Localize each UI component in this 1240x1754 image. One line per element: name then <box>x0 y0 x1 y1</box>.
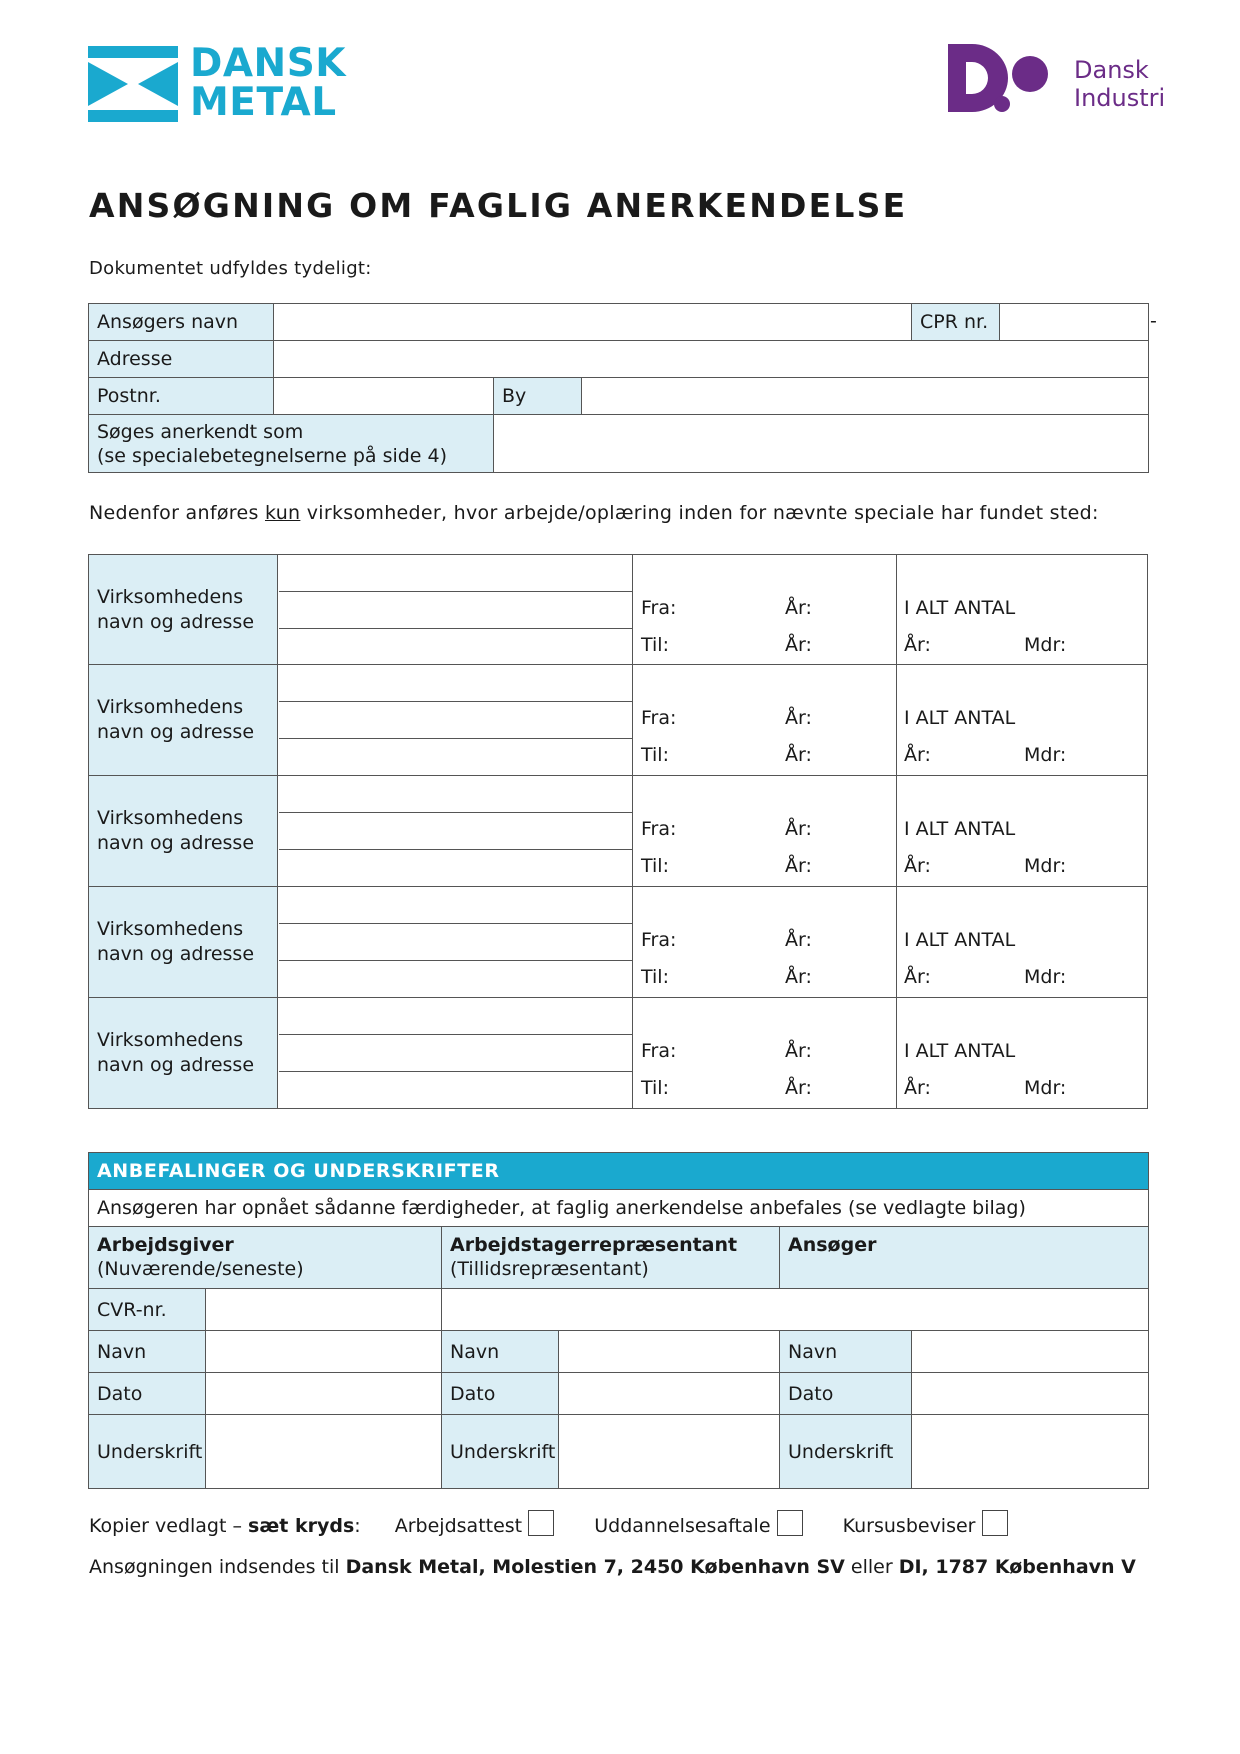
company-line-field[interactable] <box>279 924 632 961</box>
option-arbejdsattest-label: Arbejdsattest <box>394 1515 523 1537</box>
company-label-line-2: navn og adresse <box>97 832 255 854</box>
from-label: Fra: <box>641 1040 677 1062</box>
employer-name-field[interactable] <box>206 1331 442 1373</box>
total-label: I ALT ANTAL <box>904 597 1016 619</box>
company-line-field[interactable] <box>279 1035 632 1072</box>
total-months-label: Mdr: <box>1024 744 1067 766</box>
copies-prefix: Kopier vedlagt – <box>89 1515 249 1537</box>
company-label-line-1: Virksomhedens <box>97 918 244 940</box>
company-label-line-1: Virksomhedens <box>97 1029 244 1051</box>
companies-intro-after: virksomheder, hvor arbejde/oplæring inden for nævnte speciale har fundet sted: <box>300 502 1099 524</box>
to-label: Til: <box>641 634 669 656</box>
company-block <box>88 776 1148 887</box>
dansk-metal-logo <box>88 41 356 125</box>
instruction-text: Dokumentet udfyldes tydeligt: <box>89 258 372 279</box>
employer-signature-label: Underskrift <box>89 1415 206 1489</box>
total-label: I ALT ANTAL <box>904 818 1016 840</box>
company-block <box>88 998 1148 1109</box>
company-label-line-2: navn og adresse <box>97 611 255 633</box>
company-total[interactable] <box>897 887 1147 997</box>
address-field[interactable] <box>274 341 1149 378</box>
company-label-line-2: navn og adresse <box>97 1054 255 1076</box>
dansk-industri-logo-line-2: Industri <box>1074 84 1166 112</box>
company-period[interactable] <box>633 998 897 1108</box>
company-label <box>89 555 278 664</box>
total-year-label: År: <box>904 966 931 988</box>
company-period[interactable] <box>633 887 897 997</box>
total-label: I ALT ANTAL <box>904 1040 1016 1062</box>
company-label <box>89 776 278 886</box>
applicant-sign-name-label: Navn <box>780 1331 912 1373</box>
company-label-line-2: navn og adresse <box>97 721 255 743</box>
company-line-field[interactable] <box>279 702 632 739</box>
employer-date-label: Dato <box>89 1373 206 1415</box>
total-label: I ALT ANTAL <box>904 929 1016 951</box>
to-label: Til: <box>641 855 669 877</box>
dansk-industri-logo-icon <box>946 44 1058 114</box>
option-arbejdsattest-checkbox[interactable] <box>528 1510 554 1536</box>
company-line-field[interactable] <box>279 776 632 813</box>
company-total[interactable] <box>897 776 1147 886</box>
company-line-field[interactable] <box>279 629 632 665</box>
company-label-line-1: Virksomhedens <box>97 807 244 829</box>
postcode-label: Postnr. <box>89 378 274 415</box>
dansk-industri-logo <box>946 44 1166 118</box>
total-months-label: Mdr: <box>1024 1077 1067 1099</box>
company-name-address-fields <box>279 776 633 886</box>
company-line-field[interactable] <box>279 665 632 702</box>
cvr-field[interactable] <box>206 1289 442 1331</box>
to-year-label: År: <box>785 1077 812 1099</box>
representative-subtitle: (Tillidsrepræsentant) <box>450 1258 649 1280</box>
from-year-label: År: <box>785 929 812 951</box>
company-block <box>88 887 1148 998</box>
recognition-field[interactable] <box>494 415 1149 473</box>
company-total[interactable] <box>897 555 1147 664</box>
representative-name-field[interactable] <box>559 1331 780 1373</box>
company-line-field[interactable] <box>279 813 632 850</box>
to-year-label: År: <box>785 744 812 766</box>
city-label: By <box>494 378 582 415</box>
cpr-label: CPR nr. <box>912 304 1000 341</box>
send-prefix: Ansøgningen indsendes til <box>89 1556 346 1578</box>
dansk-metal-logo-line-1: DANSK <box>190 41 347 86</box>
company-label <box>89 998 278 1108</box>
cvr-label: CVR-nr. <box>89 1289 206 1331</box>
company-label <box>89 665 278 775</box>
to-label: Til: <box>641 1077 669 1099</box>
company-label-line-2: navn og adresse <box>97 943 255 965</box>
from-year-label: År: <box>785 818 812 840</box>
send-dansk-metal: Dansk Metal, Molestien 7, 2450 København SV <box>345 1556 845 1578</box>
recognition-label-line-2: (se specialebetegnelserne på side 4) <box>97 444 448 467</box>
company-label <box>89 887 278 997</box>
representative-title: Arbejdstagerrepræsentant <box>450 1234 738 1256</box>
copies-bold: sæt kryds <box>248 1515 355 1537</box>
applicant-title: Ansøger <box>788 1234 877 1256</box>
company-line-field[interactable] <box>279 739 632 775</box>
representative-date-field[interactable] <box>559 1373 780 1415</box>
dansk-industri-logo-line-1: Dansk <box>1074 56 1149 84</box>
company-line-field[interactable] <box>279 961 632 997</box>
applicant-signature-label: Underskrift <box>780 1415 912 1489</box>
company-period[interactable] <box>633 776 897 886</box>
total-months-label: Mdr: <box>1024 855 1067 877</box>
option-kursusbeviser-checkbox[interactable] <box>982 1510 1008 1536</box>
from-label: Fra: <box>641 929 677 951</box>
applicant-date-field[interactable] <box>912 1373 1149 1415</box>
employer-header <box>89 1227 442 1289</box>
cpr-separator: - <box>1150 310 1157 332</box>
company-line-field[interactable] <box>279 1072 632 1108</box>
from-year-label: År: <box>785 707 812 729</box>
companies-intro <box>89 502 1099 524</box>
to-label: Til: <box>641 966 669 988</box>
representative-date-label: Dato <box>442 1373 559 1415</box>
company-line-field[interactable] <box>279 998 632 1035</box>
company-period[interactable] <box>633 555 897 664</box>
send-or: eller <box>844 1556 899 1578</box>
applicant-sign-name-field[interactable] <box>912 1331 1149 1373</box>
company-period[interactable] <box>633 665 897 775</box>
company-label-line-1: Virksomhedens <box>97 696 244 718</box>
applicant-name-label: Ansøgers navn <box>89 304 274 341</box>
recognition-label-line-1: Søges anerkendt som <box>97 420 304 443</box>
applicant-signature-field[interactable] <box>912 1415 1149 1489</box>
total-year-label: År: <box>904 744 931 766</box>
recognition-label <box>89 415 494 473</box>
address-label: Adresse <box>89 341 274 378</box>
recommendations-table <box>88 1152 1149 1489</box>
recommendations-header: ANBEFALINGER OG UNDERSKRIFTER <box>89 1153 1149 1190</box>
dansk-metal-logo-icon <box>88 44 178 124</box>
to-label: Til: <box>641 744 669 766</box>
company-name-address-fields <box>279 555 633 664</box>
company-total[interactable] <box>897 998 1147 1108</box>
option-kursusbeviser-label: Kursusbeviser <box>842 1515 976 1537</box>
recommendation-statement: Ansøgeren har opnået sådanne færdigheder, at faglig anerkendelse anbefales (se vedlagte bilag) <box>89 1190 1149 1227</box>
from-year-label: År: <box>785 597 812 619</box>
total-months-label: Mdr: <box>1024 966 1067 988</box>
company-total[interactable] <box>897 665 1147 775</box>
copies-line <box>89 1510 1008 1537</box>
company-name-address-fields <box>279 998 633 1108</box>
total-year-label: År: <box>904 634 931 656</box>
companies-intro-before: Nedenfor anføres <box>89 502 265 524</box>
send-line <box>89 1556 1136 1578</box>
to-year-label: År: <box>785 966 812 988</box>
applicant-name-field[interactable] <box>274 304 912 341</box>
company-line-field[interactable] <box>279 555 632 592</box>
companies-intro-emphasis: kun <box>264 502 301 524</box>
employer-date-field[interactable] <box>206 1373 442 1415</box>
applicant-header <box>780 1227 1149 1289</box>
employer-title: Arbejdsgiver <box>97 1234 234 1256</box>
to-year-label: År: <box>785 634 812 656</box>
option-uddannelsesaftale-label: Uddannelsesaftale <box>594 1515 771 1537</box>
company-name-address-fields <box>279 665 633 775</box>
applicant-table <box>88 303 1157 473</box>
page-title: ANSØGNING OM FAGLIG ANERKENDELSE <box>89 186 908 225</box>
city-field[interactable] <box>582 378 1149 415</box>
to-year-label: År: <box>785 855 812 877</box>
representative-signature-field[interactable] <box>559 1415 780 1489</box>
dansk-metal-logo-line-2: METAL <box>190 80 337 125</box>
from-year-label: År: <box>785 1040 812 1062</box>
company-block <box>88 665 1148 776</box>
from-label: Fra: <box>641 707 677 729</box>
company-name-address-fields <box>279 887 633 997</box>
total-year-label: År: <box>904 855 931 877</box>
employer-name-label: Navn <box>89 1331 206 1373</box>
company-label-line-1: Virksomhedens <box>97 586 244 608</box>
employer-signature-field[interactable] <box>206 1415 442 1489</box>
company-line-field[interactable] <box>279 887 632 924</box>
from-label: Fra: <box>641 818 677 840</box>
total-months-label: Mdr: <box>1024 634 1067 656</box>
postcode-field[interactable] <box>274 378 494 415</box>
company-line-field[interactable] <box>279 850 632 886</box>
copies-colon: : <box>354 1515 361 1537</box>
representative-header <box>442 1227 780 1289</box>
applicant-date-label: Dato <box>780 1373 912 1415</box>
company-block <box>88 554 1148 665</box>
total-label: I ALT ANTAL <box>904 707 1016 729</box>
company-line-field[interactable] <box>279 592 632 629</box>
representative-signature-label: Underskrift <box>442 1415 559 1489</box>
cpr-field[interactable] <box>1000 304 1157 341</box>
total-year-label: År: <box>904 1077 931 1099</box>
cvr-empty-area <box>442 1289 1149 1331</box>
from-label: Fra: <box>641 597 677 619</box>
send-di: DI, 1787 København V <box>898 1556 1136 1578</box>
employer-subtitle: (Nuværende/seneste) <box>97 1258 304 1280</box>
option-uddannelsesaftale-checkbox[interactable] <box>777 1510 803 1536</box>
representative-name-label: Navn <box>442 1331 559 1373</box>
